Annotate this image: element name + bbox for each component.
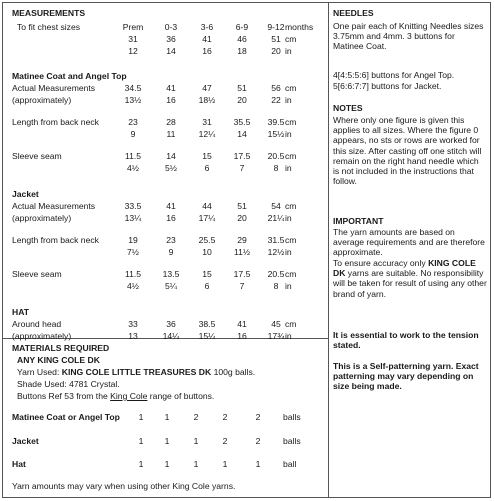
important-title: IMPORTANT	[333, 216, 384, 226]
chest-value: 51	[271, 34, 281, 44]
notes-title: NOTES	[333, 103, 363, 113]
yarn-ball-count: 2	[255, 436, 261, 446]
unit-label: cm	[285, 319, 297, 329]
measure-value: 41	[237, 319, 247, 329]
yarn-suffix: 100g balls.	[213, 367, 256, 377]
measure-value: 8	[273, 163, 279, 173]
measure-value: 15	[202, 151, 212, 161]
materials-subtitle: ANY KING COLE DK	[17, 355, 100, 365]
measure-value: 7½	[127, 247, 139, 257]
measure-value: 11.5	[124, 151, 142, 161]
measure-value: 41	[166, 201, 176, 211]
measurements-title: MEASUREMENTS	[12, 8, 86, 18]
size-header: 9-12	[267, 22, 285, 32]
row-label: Sleeve seam	[12, 269, 62, 279]
measure-value: 10	[202, 247, 212, 257]
section-title: Matinee Coat and Angel Top	[12, 71, 127, 81]
measure-value: 13½	[124, 95, 142, 105]
yarn-unit: ball	[283, 459, 297, 469]
measure-value: 6	[204, 163, 210, 173]
measure-value: 20.5	[267, 269, 285, 279]
chest-value: 20	[271, 46, 281, 56]
measure-value: 19	[128, 235, 138, 245]
size-header: 3-6	[200, 22, 214, 32]
row-label: Length from back neck	[12, 117, 99, 127]
tension-note: It is essential to work to the tension stated.	[333, 330, 479, 351]
measure-value: 15	[202, 269, 212, 279]
unit-label: cm	[285, 201, 297, 211]
measure-value: 5½	[165, 163, 177, 173]
measure-value: 14	[166, 151, 176, 161]
measure-value: 54	[271, 201, 281, 211]
measure-value: 15¼	[198, 331, 216, 341]
measure-value: 7	[239, 163, 245, 173]
unit-label: cm	[285, 269, 297, 279]
measure-value: 17¼	[198, 213, 216, 223]
buttons-suffix: range of buttons.	[147, 391, 215, 401]
unit-label: in	[285, 331, 292, 341]
yarn-ball-count: 1	[255, 459, 261, 469]
chest-label: To fit chest sizes	[17, 22, 81, 32]
size-header: 0-3	[164, 22, 178, 32]
measure-value: 9	[130, 129, 136, 139]
measure-value: 36	[166, 319, 176, 329]
measure-value: 13.5	[162, 269, 180, 279]
measure-value: 17¾	[267, 331, 285, 341]
row-label: (approximately)	[12, 95, 72, 105]
unit-label: cm	[285, 34, 297, 44]
measure-value: 17.5	[233, 151, 251, 161]
unit-label: in	[285, 129, 292, 139]
measure-value: 22	[271, 95, 281, 105]
chest-value: 36	[166, 34, 176, 44]
unit-label: in	[285, 163, 292, 173]
measure-value: 11½	[233, 247, 251, 257]
chest-value: 46	[237, 34, 247, 44]
unit-label: in	[285, 281, 292, 291]
measure-value: 33.5	[124, 201, 142, 211]
buttons-prefix: Buttons Ref 53 from the	[17, 391, 111, 401]
yarn-used-label: Yarn Used:	[17, 367, 62, 377]
measure-value: 38.5	[198, 319, 216, 329]
measure-value: 29	[237, 235, 247, 245]
measure-value: 20	[237, 213, 247, 223]
measure-value: 13¼	[124, 213, 142, 223]
buttons-line	[17, 391, 214, 401]
measure-value: 23	[166, 235, 176, 245]
measure-value: 21¼	[267, 213, 285, 223]
needles-angel-top: 4[4:5:5:6] buttons for Angel Top.	[333, 70, 455, 80]
yarn-unit: balls	[283, 436, 301, 446]
measure-value: 14¼	[162, 331, 180, 341]
chest-value: 31	[128, 34, 138, 44]
yarn-ball-count: 1	[164, 412, 170, 422]
chest-value: 41	[202, 34, 212, 44]
row-label: Sleeve seam	[12, 151, 62, 161]
measure-value: 4½	[127, 281, 139, 291]
measure-value: 34.5	[124, 83, 142, 93]
measure-value: 4½	[127, 163, 139, 173]
section-title: HAT	[12, 307, 30, 317]
measure-value: 47	[202, 83, 212, 93]
measure-value: 8	[273, 281, 279, 291]
measure-value: 44	[202, 201, 212, 211]
measure-value: 12¼	[198, 129, 216, 139]
measure-value: 45	[271, 319, 281, 329]
measure-value: 23	[128, 117, 138, 127]
row-label: Length from back neck	[12, 235, 99, 245]
unit-label: cm	[285, 235, 297, 245]
measure-value: 51	[237, 201, 247, 211]
shade-used: Shade Used: 4781 Crystal.	[17, 379, 120, 389]
measure-value: 20.5	[267, 151, 285, 161]
chest-value: 18	[237, 46, 247, 56]
measure-value: 11	[166, 129, 176, 139]
yarn-row-label: Jacket	[12, 436, 39, 446]
measure-value: 13	[128, 331, 138, 341]
chest-value: 16	[202, 46, 212, 56]
row-label: Actual Measurements	[12, 201, 96, 211]
yarn-used	[17, 367, 255, 377]
measure-value: 9	[168, 247, 174, 257]
king-cole-link[interactable]: King Cole	[110, 391, 148, 401]
size-header: Prem	[122, 22, 144, 32]
yarn-ball-count: 2	[193, 412, 199, 422]
self-patterning-note: This is a Self-patterning yarn. Exact patterning may vary depending on size being made.	[333, 361, 479, 392]
important-accuracy	[333, 258, 487, 299]
yarn-ball-count: 2	[255, 412, 261, 422]
row-label: (approximately)	[12, 213, 72, 223]
yarn-ball-count: 1	[193, 436, 199, 446]
measure-value: 39.5	[267, 117, 285, 127]
measure-value: 31	[202, 117, 212, 127]
measure-value: 56	[271, 83, 281, 93]
unit-label: cm	[285, 83, 297, 93]
chest-value: 14	[166, 46, 176, 56]
materials-title: MATERIALS REQUIRED	[12, 343, 110, 353]
chest-value: 12	[128, 46, 138, 56]
measure-value: 51	[237, 83, 247, 93]
unit-label: in	[285, 46, 292, 56]
unit-label: in	[285, 213, 292, 223]
unit-label: cm	[285, 117, 297, 127]
column-divider	[328, 2, 329, 498]
measure-value: 17.5	[233, 269, 251, 279]
yarn-ball-count: 1	[138, 412, 144, 422]
important-accuracy-a: To ensure accuracy only	[333, 258, 429, 268]
measure-value: 41	[166, 83, 176, 93]
important-accuracy-brand: KING COLE DK	[333, 258, 476, 279]
yarn-ball-count: 1	[164, 436, 170, 446]
yarn-ball-count: 1	[164, 459, 170, 469]
important-text: The yarn amounts are based on average requirements and are therefore approximate.	[333, 227, 485, 258]
unit-label: in	[285, 247, 292, 257]
row-label: (approximately)	[12, 331, 72, 341]
row-label: Around head	[12, 319, 62, 329]
yarn-ball-count: 1	[222, 459, 228, 469]
measure-value: 6	[204, 281, 210, 291]
yarn-unit: balls	[283, 412, 301, 422]
yarn-ball-count: 1	[138, 436, 144, 446]
yarn-ball-count: 1	[138, 459, 144, 469]
measure-value: 16	[237, 331, 247, 341]
yarn-name: KING COLE LITTLE TREASURES DK	[61, 367, 214, 377]
measure-value: 7	[239, 281, 245, 291]
yarn-ball-count: 1	[193, 459, 199, 469]
unit-label: cm	[285, 151, 297, 161]
yarn-footnote: Yarn amounts may vary when using other King Cole yarns.	[12, 481, 236, 491]
measure-value: 11.5	[124, 269, 142, 279]
section-title: Jacket	[12, 189, 39, 199]
notes-text: Where only one figure is given this applies to all sizes. Where the figure 0 appears, no sts or rows are worked for this size. After casting off one stitch will remain on the right hand needle which is not included in the instructions that follow.	[333, 115, 482, 187]
measure-value: 16	[166, 213, 176, 223]
measure-value: 20	[237, 95, 247, 105]
needles-text: One pair each of Knitting Needles sizes 3.75mm and 4mm. 3 buttons for Matinee Coat.	[333, 21, 484, 52]
important-accuracy-c: yarns are suitable. No responsibility will be taken for result of using any other brand of yarn.	[333, 268, 487, 299]
yarn-row-label: Hat	[12, 459, 26, 469]
unit-label: in	[285, 95, 292, 105]
yarn-row-label: Matinee Coat or Angel Top	[12, 412, 120, 422]
yarn-ball-count: 2	[222, 412, 228, 422]
measure-value: 12½	[267, 247, 285, 257]
measure-value: 16	[166, 95, 176, 105]
measure-value: 35.5	[233, 117, 251, 127]
needles-title: NEEDLES	[333, 8, 374, 18]
size-header: 6-9	[235, 22, 249, 32]
measure-value: 18½	[198, 95, 216, 105]
measure-value: 33	[128, 319, 138, 329]
measure-value: 25.5	[198, 235, 216, 245]
measure-value: 15½	[267, 129, 285, 139]
measure-value: 5¼	[165, 281, 177, 291]
unit-label: months	[285, 22, 314, 32]
measure-value: 31.5	[267, 235, 285, 245]
yarn-ball-count: 2	[222, 436, 228, 446]
needles-jacket: 5[6:6:7:7] buttons for Jacket.	[333, 81, 442, 91]
measure-value: 14	[237, 129, 247, 139]
measure-value: 28	[166, 117, 176, 127]
row-label: Actual Measurements	[12, 83, 96, 93]
